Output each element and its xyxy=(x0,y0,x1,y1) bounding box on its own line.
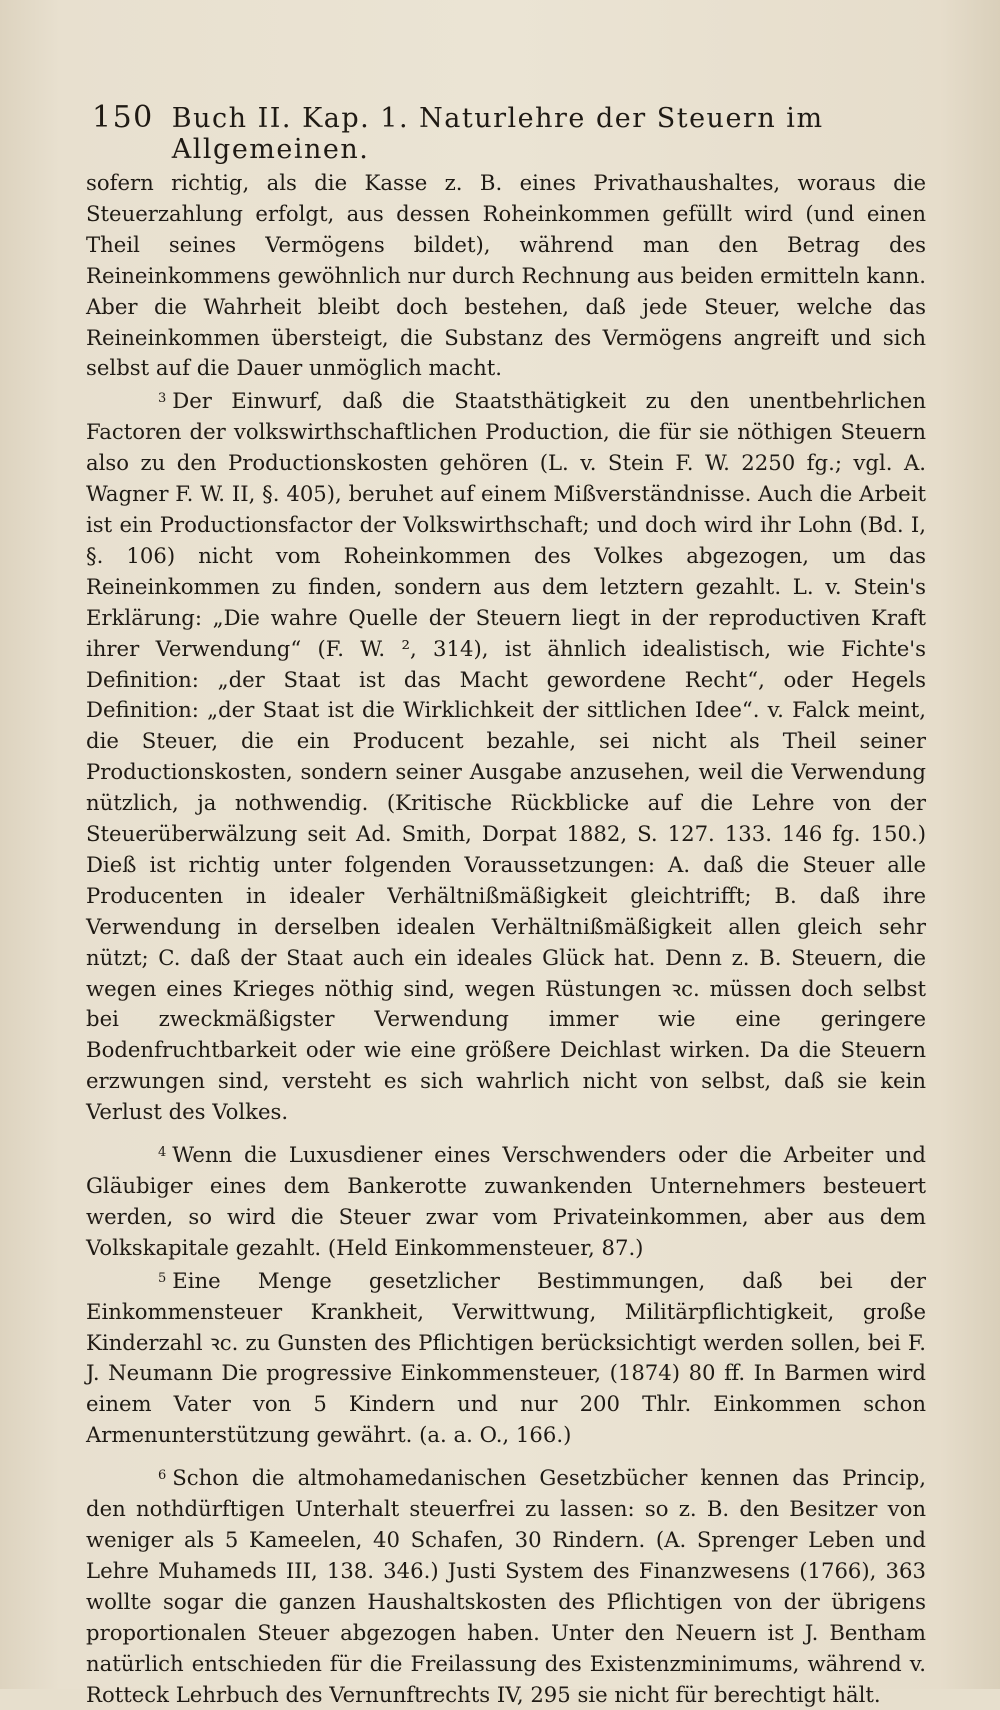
running-header xyxy=(92,100,932,165)
footnote-text: Wenn die Luxusdiener eines Verschwenders oder die Arbeiter und Gläubiger eines dem Bankerotte zuwankenden Unternehmers besteuert werden, so wird die Steuer zwar vom Privateinkommen, aber aus dem Volkskapitale gezahlt. (Held Einkommensteuer, 87.) xyxy=(86,1142,926,1260)
page-body xyxy=(86,168,926,1710)
footnote-text: Der Einwurf, daß die Staatsthätigkeit zu den unentbehrlichen Factoren der volkswirthschaftlichen Production, die für sie nöthigen Steuern also zu den Productionskosten gehören (L. v. Stein F. W. 2250 fg.; vgl. A. Wagner F. W. II, §. 405), beruhet auf einem Mißverständnisse. Auch die Arbeit ist ein Productionsfactor der Volkswirthschaft; und doch wird ihr Lohn (Bd. I, §. 106) nicht vom Roheinkommen des Volkes abgezogen, um das Reineinkommen zu finden, sondern aus dem letztern gezahlt. L. v. Stein's Erklärung: „Die wahre Quelle der Steuern liegt in der reproductiven Kraft ihrer Verwendung“ (F. W. ², 314), ist ähnlich idealistisch, wie Fichte's Definition: „der Staat ist das Macht gewordene Recht“, oder Hegels Definition: „der Staat ist die Wirklichkeit der sittlichen Idee“. v. Falck meint, die Steuer, die ein Producent bezahle, sei nicht als Theil seiner Productionskosten, sondern seiner Ausgabe anzusehen, weil die Verwendung nützlich, ja nothwendig. (Kritische Rückblicke auf die Lehre von der Steuerüberwälzung seit Ad. Smith, Dorpat 1882, S. 127. 133. 146 fg. 150.) Dieß ist richtig unter folgenden Voraussetzungen: A. daß die Steuer alle Producenten in idealer Verhältnißmäßigkeit gleichtrifft; B. daß ihre Verwendung in derselben idealen Verhältnißmäßigkeit allen gleich sehr nützt; C. daß der Staat auch ein ideales Glück hat. Denn z. B. Steuern, die wegen eines Krieges nöthig sind, wegen Rüstungen ꝛc. müssen doch selbst bei zweckmäßigster Verwendung immer wie eine geringere Bodenfruchtbarkeit oder wie eine größere Deichlast wirken. Da die Steuern erzwungen sind, versteht es sich wahrlich nicht von selbst, daß sie kein Verlust des Volkes. xyxy=(86,388,926,1125)
page-number: 150 xyxy=(92,100,154,135)
footnote-marker: 6 xyxy=(158,1468,167,1484)
paragraph-text: sofern richtig, als die Kasse z. B. eines Privathaushaltes, woraus die Steuerzahlung erfolgt, aus dessen Roheinkommen gefüllt wird (und einen Theil seines Vermögens bildet), während man den Betrag des Reineinkommens gewöhnlich nur durch Rechnung aus beiden ermitteln kann. Aber die Wahrheit bleibt doch bestehen, daß jede Steuer, welche das Reineinkommen übersteigt, die Substanz des Vermögens angreift und sich selbst auf die Dauer unmöglich macht. xyxy=(86,170,926,381)
running-title: Buch II. Kap. 1. Naturlehre der Steuern im Allgemeinen. xyxy=(171,103,824,165)
footnote-marker: 3 xyxy=(158,391,167,407)
footnote-4 xyxy=(86,1138,926,1264)
footnote-text: Schon die altmohamedanischen Gesetzbücher kennen das Princip, den nothdürftigen Unterhalt steuerfrei zu lassen: so z. B. den Besitzer von weniger als 5 Kameelen, 40 Schafen, 30 Rindern. (A. Sprenger Leben und Lehre Muhameds III, 138. 346.) Justi System des Finanzwesens (1766), 363 wollte sogar die ganzen Haushaltskosten des Pflichtigen von der übrigens proportionalen Steuer abgezogen haben. Unter den Neuern ist J. Bentham natürlich entschieden für die Freilassung des Existenzminimums, während v. Rotteck Lehrbuch des Vernunftrechts IV, 295 sie nicht für berechtigt hält. xyxy=(86,1465,926,1707)
footnote-marker: 5 xyxy=(158,1270,167,1286)
footnote-3 xyxy=(86,384,926,1128)
paragraph-continuation xyxy=(86,168,926,384)
footnote-6 xyxy=(86,1461,926,1710)
footnote-marker: 4 xyxy=(158,1145,167,1161)
footnote-text: Eine Menge gesetzlicher Bestimmungen, daß bei der Einkommensteuer Krankheit, Verwittwung, Militärpflichtigkeit, große Kinderzahl ꝛc. zu Gunsten des Pflichtigen berücksichtigt werden sollen, bei F. J. Neumann Die progressive Einkommensteuer, (1874) 80 ff. In Barmen wird einem Vater von 5 Kindern und nur 200 Thlr. Einkommen schon Armenunterstützung gewährt. (a. a. O., 166.) xyxy=(86,1267,926,1448)
footnote-5 xyxy=(86,1264,926,1451)
